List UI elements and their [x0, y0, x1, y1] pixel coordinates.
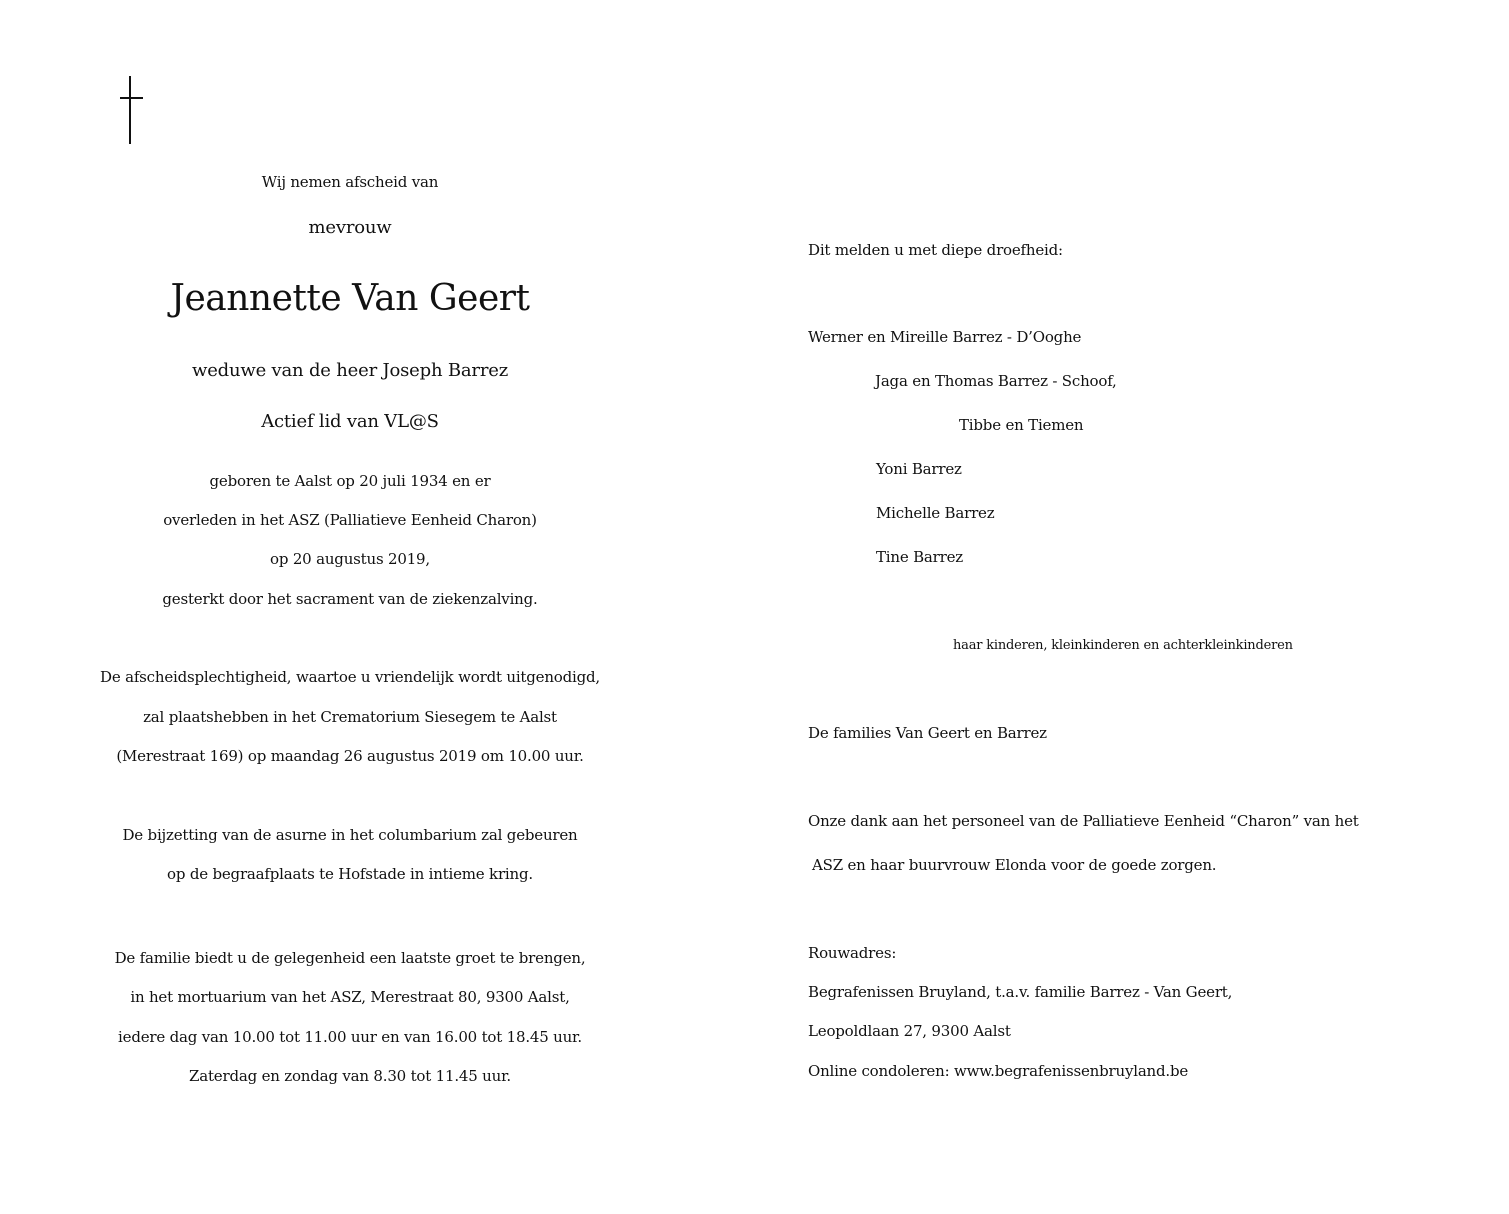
address-line: Begrafenissen Bruyland, t.a.v. familie Barrez - Van Geert, [808, 983, 1233, 1001]
address-line: Rouwadres: [808, 944, 897, 962]
visit-line: Zaterdag en zondag van 8.30 tot 11.45 uur. [189, 1067, 511, 1085]
burial-line: op de begraafplaats te Hofstade in intieme kring. [167, 865, 533, 883]
cross-icon [120, 76, 144, 146]
family-member: Yoni Barrez [876, 460, 962, 478]
birth-line: op 20 augustus 2019, [270, 550, 430, 568]
family-member: Tibbe en Tiemen [959, 416, 1084, 434]
ceremony-line: zal plaatshebben in het Crematorium Siesegem te Aalst [143, 708, 557, 726]
visit-line: iedere dag van 10.00 tot 11.00 uur en van 16.00 tot 18.45 uur. [118, 1028, 582, 1046]
families-text: De families Van Geert en Barrez [808, 724, 1047, 742]
ceremony-line: (Merestraat 169) op maandag 26 augustus 2019 om 10.00 uur. [116, 747, 584, 765]
title-text: mevrouw [308, 217, 392, 238]
relation-text: haar kinderen, kleinkinderen en achterkleinkinderen [953, 638, 1293, 653]
address-line: Leopoldlaan 27, 9300 Aalst [808, 1022, 1011, 1040]
burial-line: De bijzetting van de asurne in het columbarium zal gebeuren [122, 826, 578, 844]
visit-line: De familie biedt u de gelegenheid een laatste groet te brengen, [114, 949, 586, 967]
family-member: Michelle Barrez [876, 504, 995, 522]
birth-line: gesterkt door het sacrament van de ziekenzalving. [162, 590, 538, 608]
family-member: Jaga en Thomas Barrez - Schoof, [875, 372, 1117, 390]
family-member: Tine Barrez [876, 548, 963, 566]
deceased-name: Jeannette Van Geert [170, 278, 530, 319]
member-text: Actief lid van VL@S [261, 411, 439, 432]
ceremony-line: De afscheidsplechtigheid, waartoe u vriendelijk wordt uitgenodigd, [100, 668, 600, 686]
birth-line: geboren te Aalst op 20 juli 1934 en er [209, 472, 491, 490]
visit-line: in het mortuarium van het ASZ, Merestraat 80, 9300 Aalst, [130, 988, 570, 1006]
thanks-line: ASZ en haar buurvrouw Elonda voor de goede zorgen. [812, 856, 1217, 874]
birth-line: overleden in het ASZ (Palliatieve Eenheid Charon) [163, 511, 537, 529]
condolence-link[interactable]: Online condoleren: www.begrafenissenbruyland.be [808, 1062, 1189, 1080]
intro-text: Wij nemen afscheid van [261, 173, 439, 191]
widow-text: weduwe van de heer Joseph Barrez [192, 360, 508, 381]
announce-text: Dit melden u met diepe droefheid: [808, 241, 1063, 259]
family-member: Werner en Mireille Barrez - D’Ooghe [808, 328, 1082, 346]
thanks-line: Onze dank aan het personeel van de Palliatieve Eenheid “Charon” van het [808, 812, 1359, 830]
